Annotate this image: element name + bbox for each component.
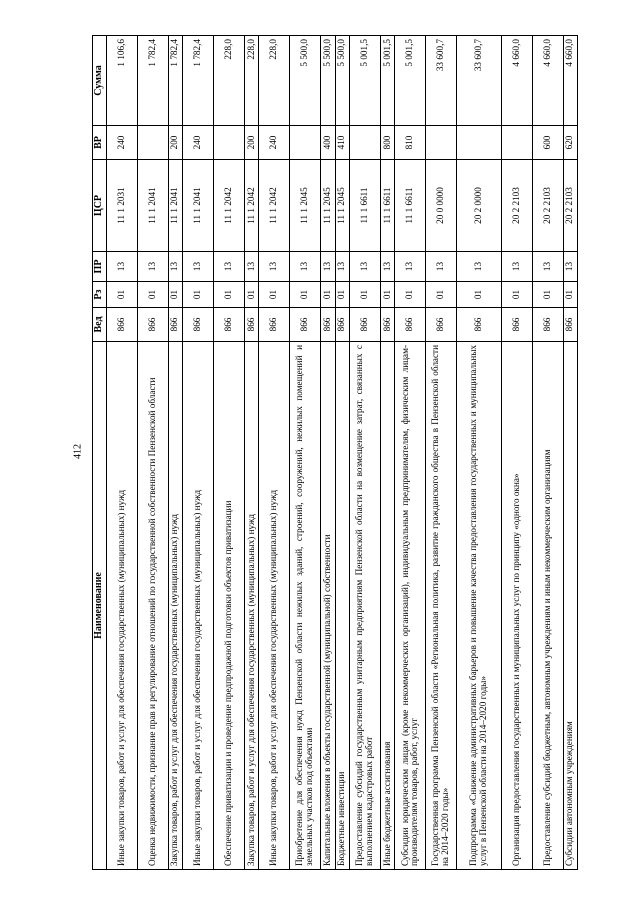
cell-rz: 01 <box>245 282 259 308</box>
cell-pr: 13 <box>106 252 137 282</box>
cell-rz: 01 <box>106 282 137 308</box>
cell-csr: 11 1 6611 <box>350 160 381 252</box>
cell-vr <box>137 126 168 160</box>
header-csr: ЦСР <box>93 160 107 252</box>
table-row <box>395 36 426 870</box>
cell-vr: 400 <box>321 126 335 160</box>
cell-name: Предоставление субсидий бюджетным, автономным учреждениям и иным некоммерческим организациям <box>532 342 563 870</box>
cell-pr: 13 <box>350 252 381 282</box>
table-row <box>321 36 335 870</box>
cell-pr: 13 <box>259 252 290 282</box>
cell-csr: 11 1 6611 <box>381 160 395 252</box>
cell-rz: 01 <box>501 282 532 308</box>
cell-ved: 866 <box>395 308 426 342</box>
table-row <box>563 36 577 870</box>
cell-sum: 5 001,5 <box>381 36 395 126</box>
cell-ved: 866 <box>501 308 532 342</box>
cell-csr: 11 1 2042 <box>214 160 245 252</box>
cell-vr: 800 <box>381 126 395 160</box>
cell-name: Обеспечение приватизации и проведение предпродажной подготовки объектов приватизации <box>214 342 245 870</box>
cell-ved: 866 <box>137 308 168 342</box>
cell-name: Иные закупки товаров, работ и услуг для обеспечения государственных (муниципальных) нужд <box>106 342 137 870</box>
cell-csr: 11 1 2042 <box>245 160 259 252</box>
cell-vr: 240 <box>183 126 214 160</box>
cell-csr: 20 2 2103 <box>532 160 563 252</box>
cell-sum: 228,0 <box>245 36 259 126</box>
table-row <box>168 36 182 870</box>
cell-name: Иные закупки товаров, работ и услуг для обеспечения государственных (муниципальных) нужд <box>183 342 214 870</box>
cell-pr: 13 <box>563 252 577 282</box>
cell-ved: 866 <box>245 308 259 342</box>
cell-rz: 01 <box>532 282 563 308</box>
cell-sum: 4 660,0 <box>563 36 577 126</box>
cell-pr: 13 <box>245 252 259 282</box>
cell-pr: 13 <box>290 252 321 282</box>
cell-rz: 01 <box>335 282 349 308</box>
cell-csr: 11 1 6611 <box>395 160 426 252</box>
cell-sum: 1 106,6 <box>106 36 137 126</box>
cell-rz: 01 <box>183 282 214 308</box>
cell-ved: 866 <box>321 308 335 342</box>
cell-csr: 11 1 2041 <box>168 160 182 252</box>
cell-pr: 13 <box>168 252 182 282</box>
cell-sum: 1 782,4 <box>168 36 182 126</box>
table-row <box>245 36 259 870</box>
table-row <box>183 36 214 870</box>
cell-rz: 01 <box>259 282 290 308</box>
cell-csr: 11 1 2042 <box>259 160 290 252</box>
cell-pr: 13 <box>214 252 245 282</box>
cell-ved: 866 <box>335 308 349 342</box>
cell-rz: 01 <box>563 282 577 308</box>
cell-vr <box>350 126 381 160</box>
table-row <box>137 36 168 870</box>
cell-pr: 13 <box>395 252 426 282</box>
cell-rz: 01 <box>168 282 182 308</box>
cell-name: Субсидии автономным учреждениям <box>563 342 577 870</box>
cell-name: Подпрограмма «Снижение административных барьеров и повышение качества предоставления государственных и муниципальных услуг в Пензенской области на 2014–2020 годы» <box>457 342 501 870</box>
header-sum: Сумма <box>93 36 107 126</box>
cell-name: Иные бюджетные ассигнования <box>381 342 395 870</box>
header-rz: Рз <box>93 282 107 308</box>
cell-pr: 13 <box>137 252 168 282</box>
cell-sum: 33 600,7 <box>457 36 501 126</box>
cell-vr: 200 <box>168 126 182 160</box>
table-row <box>214 36 245 870</box>
cell-rz: 01 <box>137 282 168 308</box>
table-row <box>532 36 563 870</box>
cell-vr: 620 <box>563 126 577 160</box>
cell-ved: 866 <box>563 308 577 342</box>
cell-name: Субсидии юридическим лицам (кроме некоммерческих организаций), индивидуальным предпринимателям, физическим лицам-производителям товаров, работ, услуг <box>395 342 426 870</box>
cell-rz: 01 <box>381 282 395 308</box>
cell-ved: 866 <box>457 308 501 342</box>
table-row <box>350 36 381 870</box>
cell-vr: 810 <box>395 126 426 160</box>
cell-sum: 4 660,0 <box>532 36 563 126</box>
cell-csr: 20 2 0000 <box>457 160 501 252</box>
cell-ved: 866 <box>290 308 321 342</box>
cell-sum: 1 782,4 <box>137 36 168 126</box>
cell-vr <box>501 126 532 160</box>
cell-pr: 13 <box>335 252 349 282</box>
cell-name: Оценка недвижимости, признание прав и регулирование отношений по государственной собственности Пензенской области <box>137 342 168 870</box>
cell-pr: 13 <box>183 252 214 282</box>
cell-name: Капитальные вложения в объекты государственной (муниципальной) собственности <box>321 342 335 870</box>
cell-rz: 01 <box>214 282 245 308</box>
cell-sum: 33 600,7 <box>426 36 457 126</box>
cell-vr: 240 <box>259 126 290 160</box>
cell-ved: 866 <box>168 308 182 342</box>
cell-rz: 01 <box>290 282 321 308</box>
cell-pr: 13 <box>321 252 335 282</box>
cell-ved: 866 <box>381 308 395 342</box>
cell-name: Предоставление субсидий государственным унитарным предприятиям Пензенской области на возмещение затрат, связанных с выполнением кадастровых работ <box>350 342 381 870</box>
table-row <box>290 36 321 870</box>
cell-vr <box>290 126 321 160</box>
page-number: 412 <box>72 444 84 459</box>
cell-name: Организация предоставления государственных и муниципальных услуг по принципу «одного окна» <box>501 342 532 870</box>
cell-name: Закупка товаров, работ и услуг для обеспечения государственных (муниципальных) нужд <box>245 342 259 870</box>
table-row <box>426 36 457 870</box>
cell-sum: 5 500,0 <box>290 36 321 126</box>
header-ved: Вед <box>93 308 107 342</box>
cell-csr: 11 1 2031 <box>106 160 137 252</box>
cell-csr: 11 1 2045 <box>321 160 335 252</box>
cell-csr: 11 1 2045 <box>335 160 349 252</box>
cell-name: Бюджетные инвестиции <box>335 342 349 870</box>
cell-csr: 20 2 2103 <box>501 160 532 252</box>
cell-ved: 866 <box>426 308 457 342</box>
cell-vr <box>457 126 501 160</box>
cell-pr: 13 <box>532 252 563 282</box>
table-row <box>106 36 137 870</box>
cell-name: Государственная программа Пензенской области «Региональная политика, развитие гражданского общества в Пензенской области на 2014–2020 годы» <box>426 342 457 870</box>
cell-name: Закупка товаров, работ и услуг для обеспечения государственных (муниципальных) нужд <box>168 342 182 870</box>
cell-name: Иные закупки товаров, работ и услуг для обеспечения государственных (муниципальных) нужд <box>259 342 290 870</box>
cell-ved: 866 <box>259 308 290 342</box>
cell-vr <box>214 126 245 160</box>
table-row <box>501 36 532 870</box>
table-row <box>457 36 501 870</box>
cell-sum: 1 782,4 <box>183 36 214 126</box>
cell-ved: 866 <box>532 308 563 342</box>
budget-table <box>92 35 578 870</box>
header-name: Наименование <box>93 342 107 870</box>
cell-rz: 01 <box>350 282 381 308</box>
cell-pr: 13 <box>426 252 457 282</box>
cell-vr: 240 <box>106 126 137 160</box>
cell-sum: 5 500,0 <box>335 36 349 126</box>
cell-ved: 866 <box>214 308 245 342</box>
cell-sum: 228,0 <box>214 36 245 126</box>
cell-csr: 11 1 2045 <box>290 160 321 252</box>
cell-pr: 13 <box>457 252 501 282</box>
cell-ved: 866 <box>183 308 214 342</box>
cell-vr: 200 <box>245 126 259 160</box>
cell-vr <box>426 126 457 160</box>
cell-sum: 5 001,5 <box>395 36 426 126</box>
cell-pr: 13 <box>381 252 395 282</box>
table-row <box>259 36 290 870</box>
cell-csr: 11 1 2041 <box>137 160 168 252</box>
cell-name: Приобретение для обеспечения нужд Пензенской области нежилых зданий, строений, сооружений, нежилых помещений и земельных участков под объектами <box>290 342 321 870</box>
cell-csr: 20 0 0000 <box>426 160 457 252</box>
cell-ved: 866 <box>106 308 137 342</box>
cell-rz: 01 <box>457 282 501 308</box>
cell-rz: 01 <box>321 282 335 308</box>
cell-ved: 866 <box>350 308 381 342</box>
cell-sum: 5 001,5 <box>350 36 381 126</box>
header-vr: ВР <box>93 126 107 160</box>
cell-sum: 228,0 <box>259 36 290 126</box>
cell-csr: 20 2 2103 <box>563 160 577 252</box>
cell-pr: 13 <box>501 252 532 282</box>
rotated-table-frame <box>92 36 578 870</box>
cell-sum: 4 660,0 <box>501 36 532 126</box>
cell-rz: 01 <box>395 282 426 308</box>
cell-rz: 01 <box>426 282 457 308</box>
header-pr: ПР <box>93 252 107 282</box>
cell-vr: 600 <box>532 126 563 160</box>
table-row <box>335 36 349 870</box>
table-header-row <box>93 36 107 870</box>
cell-vr: 410 <box>335 126 349 160</box>
cell-csr: 11 1 2041 <box>183 160 214 252</box>
cell-sum: 5 500,0 <box>321 36 335 126</box>
table-row <box>381 36 395 870</box>
